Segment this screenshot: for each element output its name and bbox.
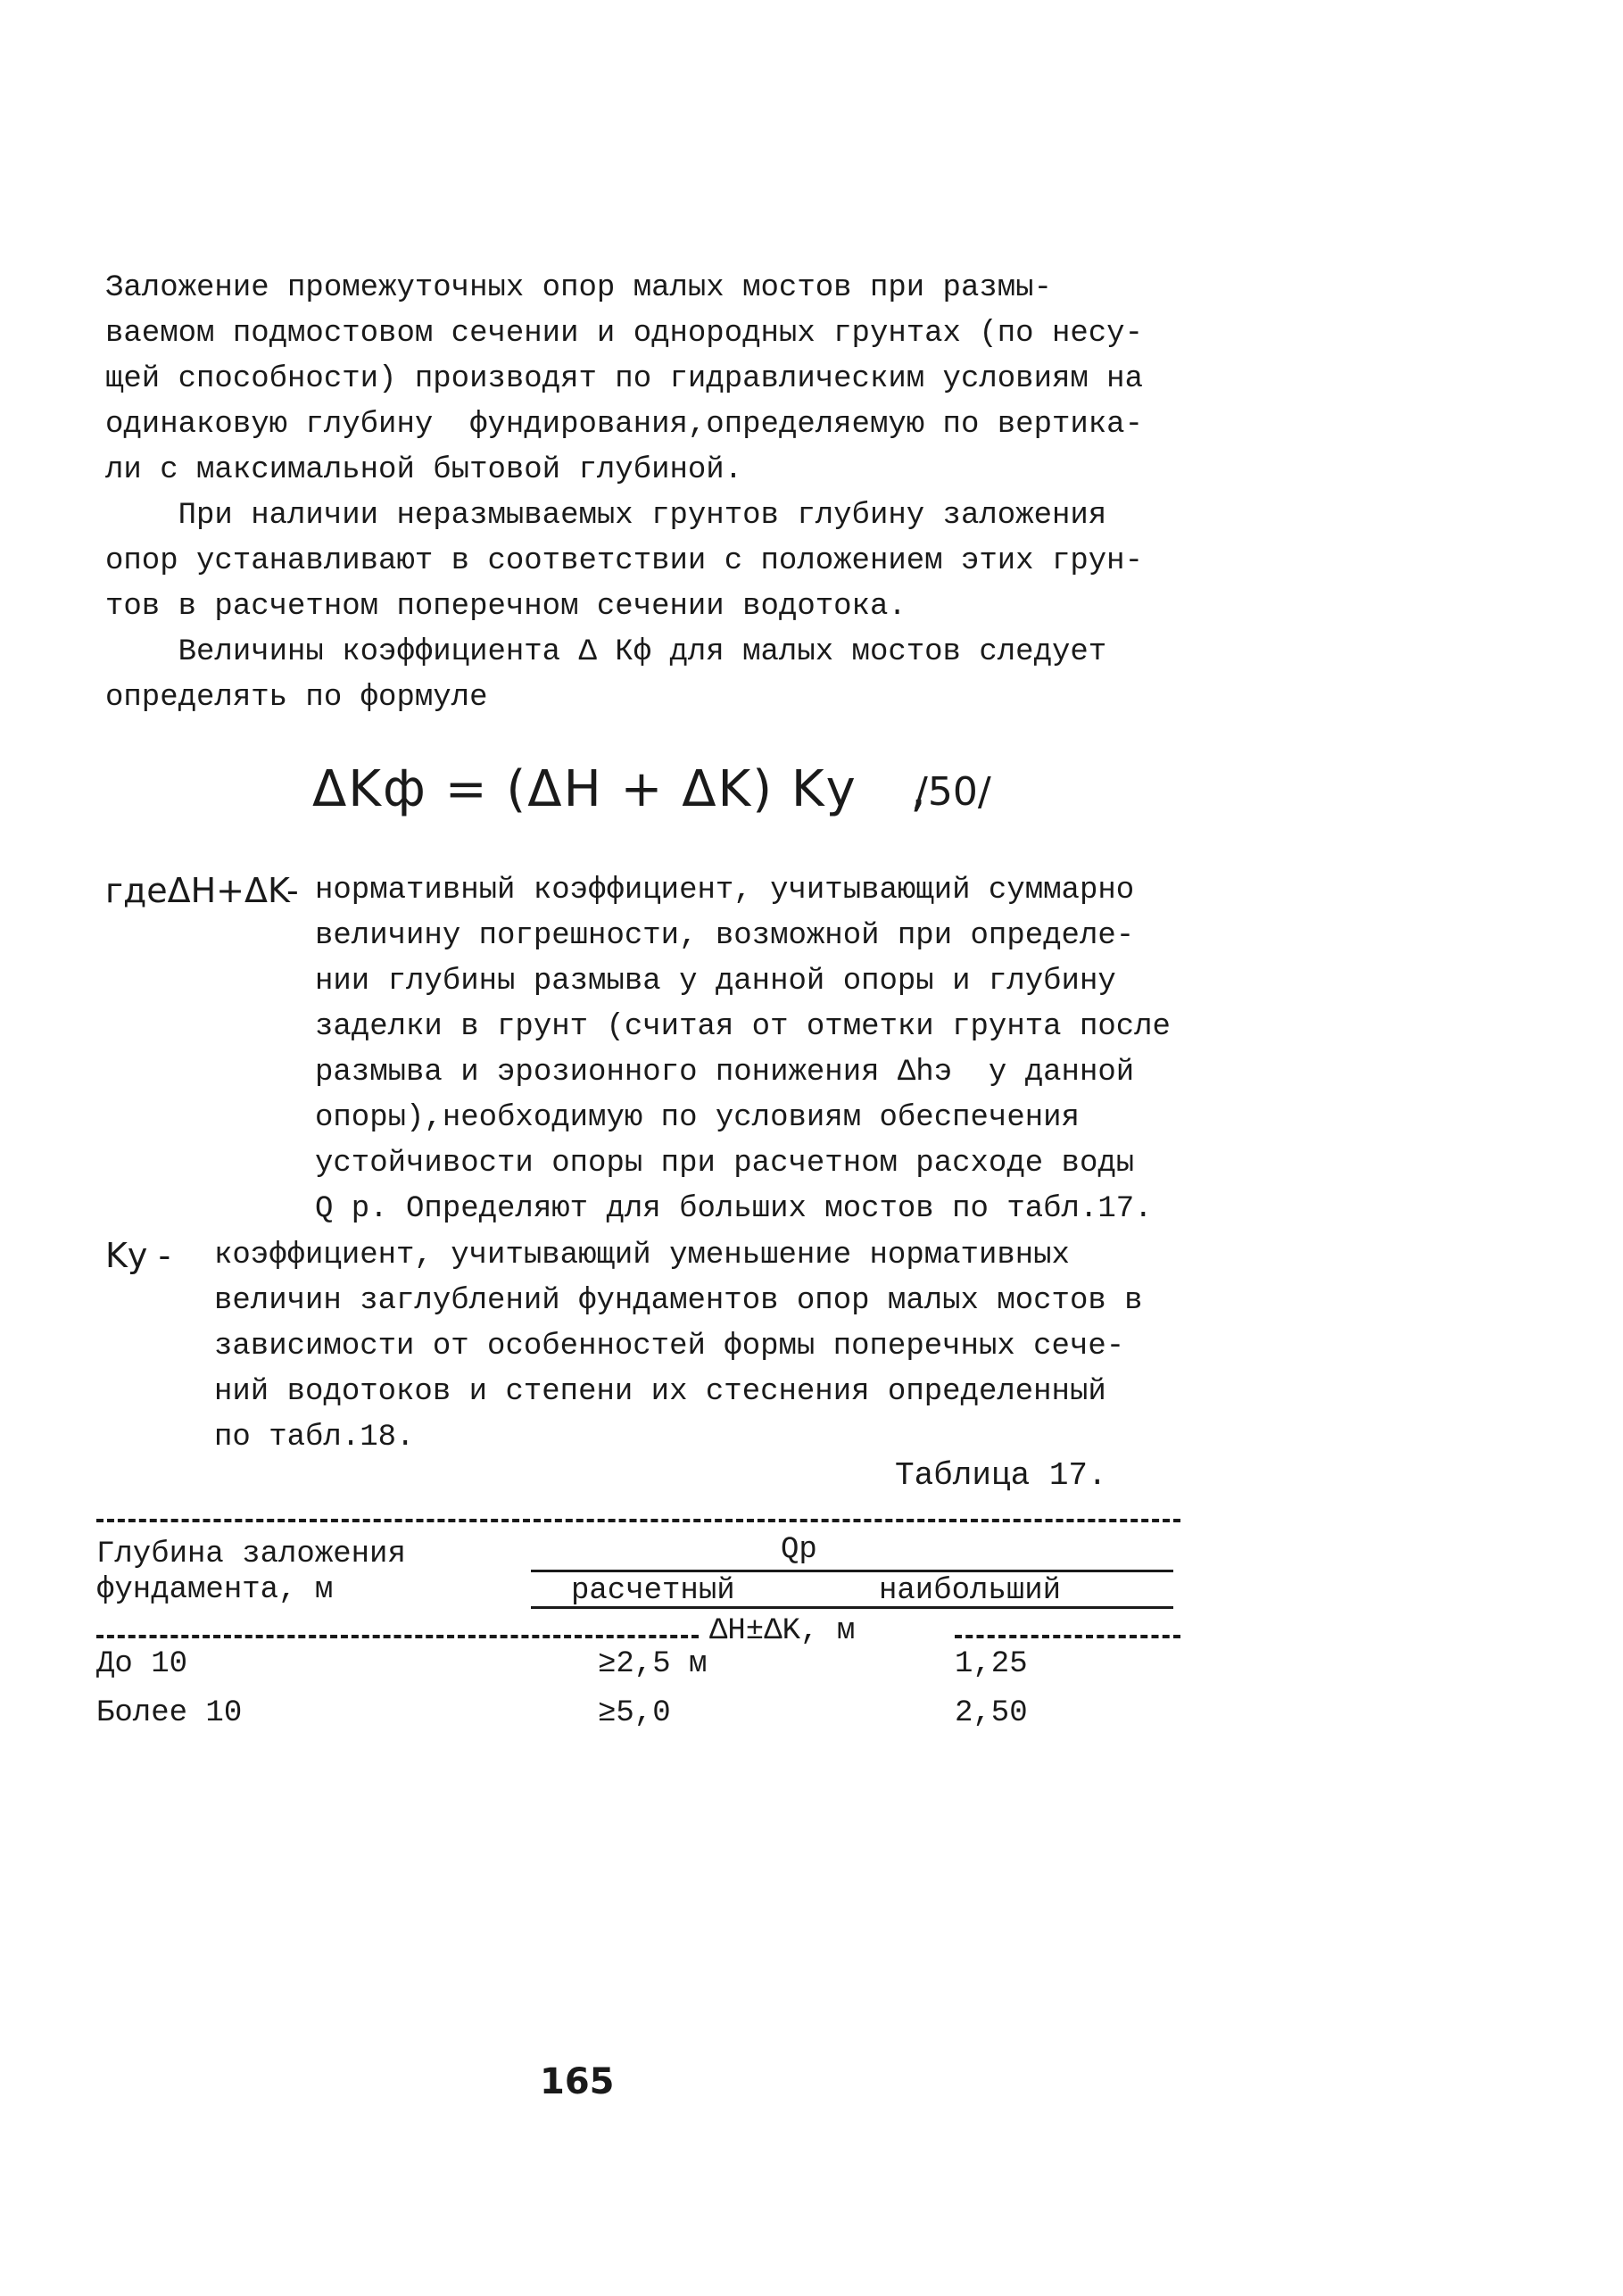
table-cell-depth: До 10 (96, 1647, 188, 1681)
page-number: 165 (540, 2061, 615, 2102)
definition-term-ky: Kу - (105, 1236, 171, 1275)
table-cell-max: 1,25 (955, 1647, 1028, 1681)
table-col-depth-header: Глубина заложения фундамента, м (96, 1538, 406, 1607)
table-sub-header-max: наибольший (879, 1574, 1062, 1608)
table-sub-header-calc: расчетный (571, 1574, 735, 1608)
table-cell-max: 2,50 (955, 1696, 1028, 1730)
formula-number: /50/ (915, 769, 991, 815)
table-caption: Таблица 17. (895, 1457, 1107, 1494)
paragraph-coefficient-intro: Величины коэффициента Δ Кф для малых мостов следует определять по формуле (105, 635, 1107, 715)
table-top-rule (96, 1519, 1180, 1522)
paragraph-foundation-depth: Заложение промежуточных опор малых мостов при размы- ваемом подмостовом сечении и однородных грунтах (по несу- щей способности) производят по гидравлическим условиям на одинаковую глубину фундирования,определяемую по вертика- ли с максимальной бытовой глубиной. (105, 271, 1143, 487)
table-sub-header-underline (531, 1606, 1173, 1609)
definition-term-dh-dk: гдеΔH+ΔK- (105, 871, 299, 910)
paragraph-non-erodible-soils: При наличии неразмываемых грунтов глубину заложения опор устанавливают в соответствии с положением этих грун- тов в расчетном поперечном сечении водотока. (105, 499, 1143, 624)
table-cell-depth: Более 10 (96, 1696, 243, 1730)
table-cell-calc: ≥2,5 м (598, 1647, 708, 1681)
formula-50: ΔKф = (ΔH + ΔK) Kу , (312, 760, 928, 818)
table-group-underline (531, 1570, 1173, 1572)
table-unit-label: ΔH±ΔK, м (709, 1614, 856, 1648)
definition-text-ky: коэффициент, учитывающий уменьшение нормативных величин заглублений фундаментов опор малых мостов в зависимости от особенностей формы поперечных сече- ний водотоков и степени их стеснения определенный по табл.18. (214, 1239, 1143, 1455)
table-cell-calc: ≥5,0 (598, 1696, 671, 1730)
table-group-header: Qр (781, 1533, 817, 1567)
definition-text-dh-dk: нормативный коэффициент, учитывающий суммарно величину погрешности, возможной при определе- нии глубины размыва у данной опоры и глубину заделки в грунт (считая от отметки грунта после размыва и эрозионного понижения Δhэ у данной опоры),необходимую по условиям обеспечения устойчивости опоры при расчетном расходе воды Q р. Определяют для больших мостов по табл.17. (315, 874, 1171, 1226)
table-mid-rule-left (96, 1635, 699, 1638)
table-mid-rule-right (955, 1635, 1180, 1638)
